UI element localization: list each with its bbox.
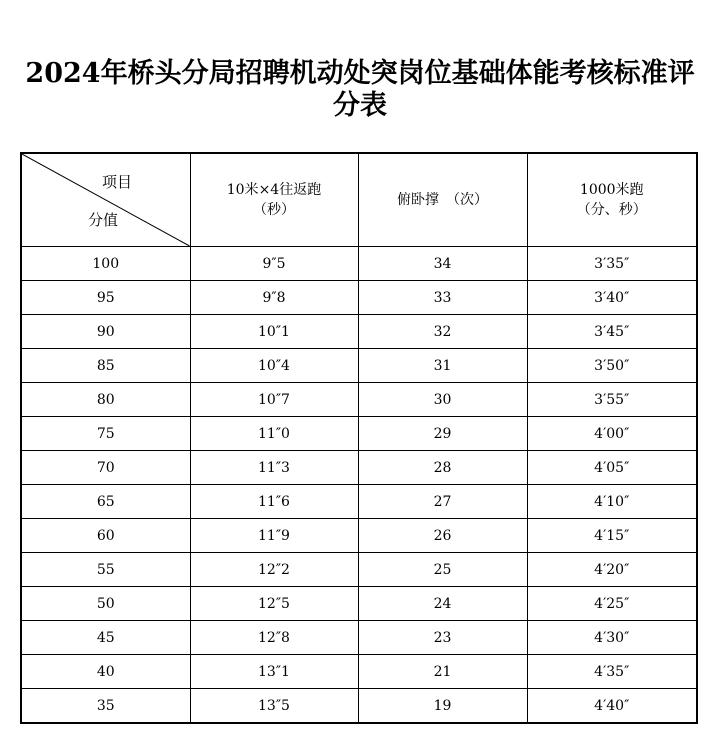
score-cell: 90 bbox=[21, 315, 190, 349]
shuttle-run-cell: 10″7 bbox=[190, 383, 358, 417]
table-header-row bbox=[21, 153, 697, 247]
shuttle-run-cell: 12″2 bbox=[190, 553, 358, 587]
shuttle-run-cell: 11″3 bbox=[190, 451, 358, 485]
score-cell: 80 bbox=[21, 383, 190, 417]
table-row bbox=[21, 655, 697, 689]
score-cell: 100 bbox=[21, 247, 190, 281]
shuttle-run-cell: 13″1 bbox=[190, 655, 358, 689]
run-1000m-cell: 3′40″ bbox=[527, 281, 697, 315]
shuttle-run-cell: 10″1 bbox=[190, 315, 358, 349]
table-row bbox=[21, 587, 697, 621]
score-cell: 55 bbox=[21, 553, 190, 587]
run-1000m-cell: 3′55″ bbox=[527, 383, 697, 417]
corner-header-cell bbox=[21, 153, 190, 247]
table-row bbox=[21, 417, 697, 451]
pushup-cell: 21 bbox=[358, 655, 527, 689]
shuttle-run-cell: 11″0 bbox=[190, 417, 358, 451]
pushup-cell: 31 bbox=[358, 349, 527, 383]
shuttle-run-cell: 9″8 bbox=[190, 281, 358, 315]
run-1000m-cell: 3′35″ bbox=[527, 247, 697, 281]
run-1000m-cell: 4′35″ bbox=[527, 655, 697, 689]
table-row bbox=[21, 519, 697, 553]
pushup-header-text: 俯卧撑 （次） bbox=[397, 192, 488, 208]
score-cell: 75 bbox=[21, 417, 190, 451]
run-1000m-cell: 4′25″ bbox=[527, 587, 697, 621]
pushup-cell: 23 bbox=[358, 621, 527, 655]
score-cell: 40 bbox=[21, 655, 190, 689]
pushup-header bbox=[358, 153, 527, 247]
score-cell: 35 bbox=[21, 689, 190, 724]
shuttle-run-cell: 13″5 bbox=[190, 689, 358, 724]
run-1000m-cell: 4′40″ bbox=[527, 689, 697, 724]
table-row bbox=[21, 247, 697, 281]
run-1000m-cell: 4′15″ bbox=[527, 519, 697, 553]
run-1000m-cell: 4′20″ bbox=[527, 553, 697, 587]
run-1000m-cell: 4′30″ bbox=[527, 621, 697, 655]
pushup-cell: 19 bbox=[358, 689, 527, 724]
run-1000m-cell: 3′50″ bbox=[527, 349, 697, 383]
corner-item-label: 项目 bbox=[102, 173, 133, 191]
run-1000m-cell: 4′10″ bbox=[527, 485, 697, 519]
pushup-cell: 32 bbox=[358, 315, 527, 349]
score-table bbox=[20, 152, 698, 724]
table-row bbox=[21, 621, 697, 655]
table-row bbox=[21, 383, 697, 417]
page-title-line-2: 分表 bbox=[333, 90, 387, 121]
corner-score-label: 分值 bbox=[88, 211, 119, 229]
table-row bbox=[21, 315, 697, 349]
table-row bbox=[21, 689, 697, 724]
shuttle-run-cell: 12″8 bbox=[190, 621, 358, 655]
run-1000m-header bbox=[527, 153, 697, 247]
shuttle-run-cell: 10″4 bbox=[190, 349, 358, 383]
pushup-cell: 30 bbox=[358, 383, 527, 417]
pushup-cell: 25 bbox=[358, 553, 527, 587]
run-1000m-cell: 4′05″ bbox=[527, 451, 697, 485]
shuttle-run-header-line-2: （秒） bbox=[253, 202, 295, 218]
score-cell: 95 bbox=[21, 281, 190, 315]
score-cell: 85 bbox=[21, 349, 190, 383]
score-cell: 45 bbox=[21, 621, 190, 655]
score-cell: 50 bbox=[21, 587, 190, 621]
pushup-cell: 29 bbox=[358, 417, 527, 451]
table-body bbox=[21, 247, 697, 724]
diagonal-line bbox=[22, 154, 190, 246]
run-1000m-header-line-1: 1000米跑 bbox=[579, 182, 644, 198]
shuttle-run-cell: 11″6 bbox=[190, 485, 358, 519]
pushup-cell: 24 bbox=[358, 587, 527, 621]
page-title-line-1: 2024年桥头分局招聘机动处突岗位基础体能考核标准评 bbox=[25, 58, 695, 89]
pushup-cell: 28 bbox=[358, 451, 527, 485]
score-cell: 65 bbox=[21, 485, 190, 519]
table-row bbox=[21, 553, 697, 587]
table-row bbox=[21, 485, 697, 519]
run-1000m-cell: 3′45″ bbox=[527, 315, 697, 349]
shuttle-run-cell: 9″5 bbox=[190, 247, 358, 281]
pushup-cell: 27 bbox=[358, 485, 527, 519]
run-1000m-cell: 4′00″ bbox=[527, 417, 697, 451]
table-row bbox=[21, 281, 697, 315]
run-1000m-header-line-2: （分、秒） bbox=[576, 202, 647, 218]
shuttle-run-header bbox=[190, 153, 358, 247]
pushup-cell: 34 bbox=[358, 247, 527, 281]
table-row bbox=[21, 451, 697, 485]
shuttle-run-header-line-1: 10米×4往返跑 bbox=[226, 182, 322, 198]
score-cell: 70 bbox=[21, 451, 190, 485]
page-title bbox=[0, 58, 720, 122]
score-cell: 60 bbox=[21, 519, 190, 553]
pushup-cell: 33 bbox=[358, 281, 527, 315]
shuttle-run-cell: 12″5 bbox=[190, 587, 358, 621]
pushup-cell: 26 bbox=[358, 519, 527, 553]
table-row bbox=[21, 349, 697, 383]
shuttle-run-cell: 11″9 bbox=[190, 519, 358, 553]
